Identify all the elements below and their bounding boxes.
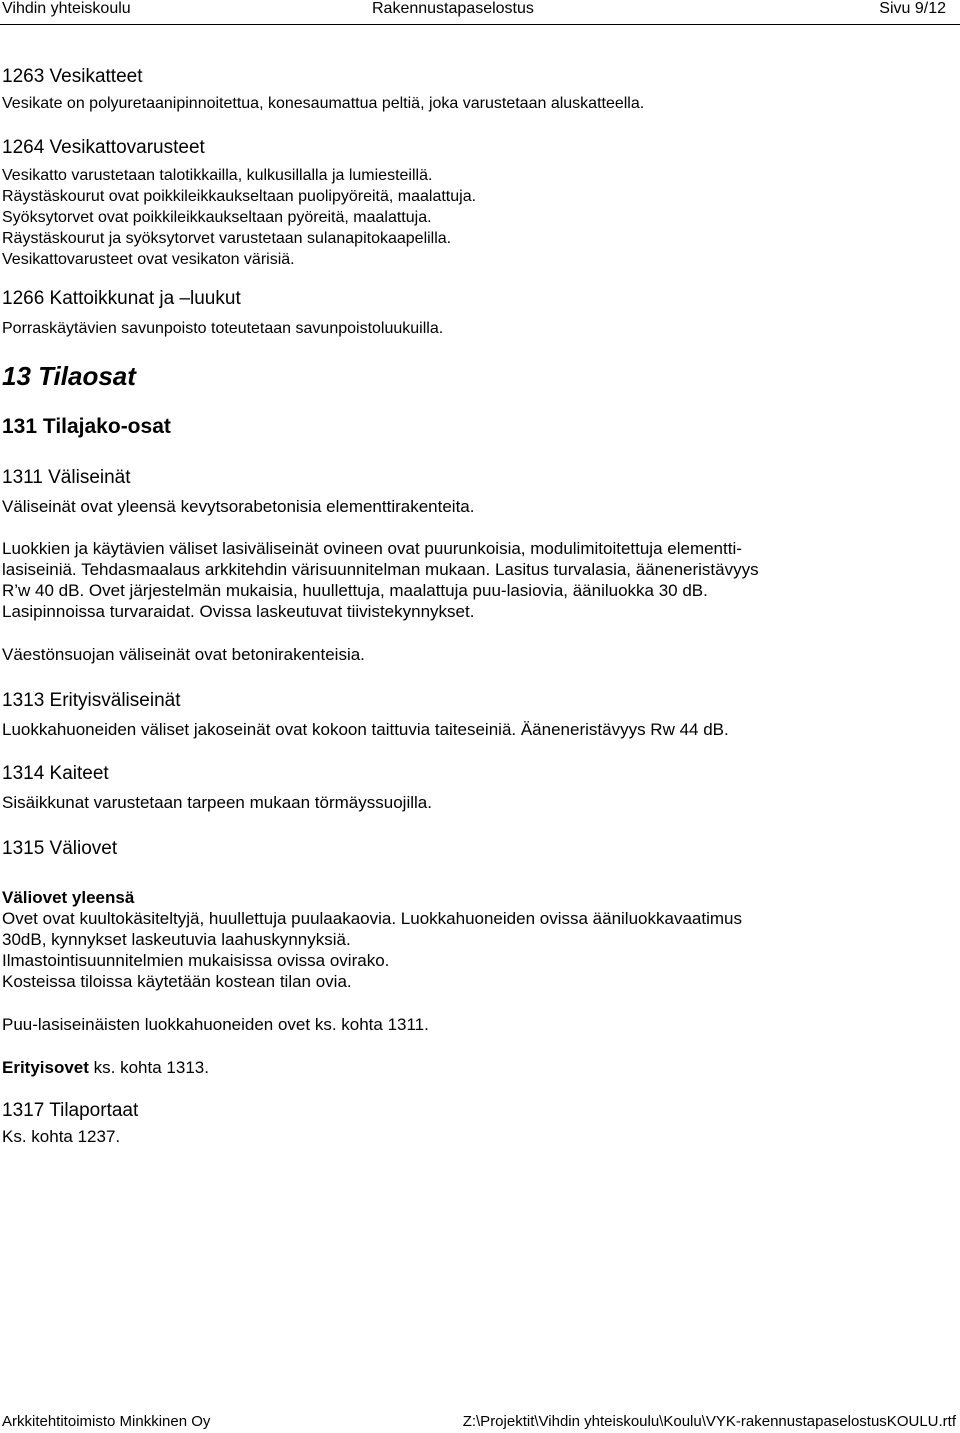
text-line: Syöksytorvet ovat poikkileikkaukseltaan pyöreitä, maalattuja.	[2, 209, 432, 226]
text-line: 30dB, kynnykset laskeutuvia laahuskynnyksiä.	[2, 930, 351, 949]
section-text-1314: Sisäikkunat varustetaan tarpeen mukaan törmäyssuojilla.	[2, 793, 432, 812]
section-text-1315-p2: Puu-lasiseinäisten luokkahuoneiden ovet ks. kohta 1311.	[2, 1015, 429, 1034]
subheading-valiovet-yleensa: Väliovet yleensä	[2, 888, 135, 907]
document-body	[2, 66, 942, 1147]
section-title-1263: 1263 Vesikatteet	[2, 66, 143, 87]
text-line: R’w 40 dB. Ovet järjestelmän mukaisia, huullettuja, maalattuja puu-lasiovia, ääniluokka 30 dB.	[2, 581, 708, 600]
text-line: Vesikatto varustetaan talotikkailla, kulkusillalla ja lumiesteillä.	[2, 167, 433, 184]
text-line: Ilmastointisuunnitelmien mukaisissa ovissa ovirako.	[2, 951, 390, 970]
footer-file-path: Z:\Projektit\Vihdin yhteiskoulu\Koulu\VYK-rakennustapaselostusKOULU.rtf	[462, 1413, 956, 1430]
section-text-1311-p1: Väliseinät ovat yleensä kevytsorabetonisia elementtirakenteita.	[2, 497, 475, 516]
section-title-1315: 1315 Väliovet	[2, 838, 118, 859]
text-line: lasiseiniä. Tehdasmaalaus arkkitehdin värisuunnitelman mukaan. Lasitus turvalasia, ääneneristävyys	[2, 560, 759, 579]
header-page-number: Sivu 9/12	[879, 0, 946, 17]
section-text-1266: Porraskäytävien savunpoisto toteutetaan savunpoistoluukuilla.	[2, 320, 444, 337]
footer-company: Arkkitehtitoimisto Minkkinen Oy	[2, 1413, 211, 1430]
erityisovet-reference: ks. kohta 1313.	[88, 1058, 209, 1077]
text-line: Kosteissa tiloissa käytetään kostean tilan ovia.	[2, 972, 352, 991]
section-title-1313: 1313 Erityisväliseinät	[2, 690, 181, 711]
header-document-title: Rakennustapaselostus	[372, 0, 534, 17]
header-school-name: Vihdin yhteiskoulu	[2, 0, 131, 17]
section-title-1314: 1314 Kaiteet	[2, 763, 109, 784]
section-text-1263: Vesikate on polyuretaanipinnoitettua, konesaumattua peltiä, joka varustetaan aluskatteella.	[2, 95, 645, 112]
page-footer	[0, 1412, 960, 1433]
text-line: Ovet ovat kuultokäsiteltyjä, huullettuja puulaakaovia. Luokkahuoneiden ovissa ääniluokkavaatimus	[2, 909, 742, 928]
section-title-1266: 1266 Kattoikkunat ja –luukut	[2, 288, 241, 309]
section-title-1317: 1317 Tilaportaat	[2, 1100, 139, 1121]
section-text-1264	[2, 165, 942, 270]
text-line: Lasipinnoissa turvaraidat. Ovissa laskeutuvat tiivistekynnykset.	[2, 602, 475, 621]
erityisovet-label: Erityisovet	[2, 1058, 89, 1077]
section-title-1264: 1264 Vesikattovarusteet	[2, 137, 205, 158]
section-title-131: 131 Tilajako-osat	[2, 415, 171, 438]
page-header	[0, 0, 960, 25]
section-title-1311: 1311 Väliseinät	[2, 467, 131, 488]
section-text-1315-p3	[2, 1057, 942, 1078]
section-text-1311-p3: Väestönsuojan väliseinät ovat betonirakenteisia.	[2, 645, 365, 664]
text-line: Vesikattovarusteet ovat vesikaton värisiä.	[2, 251, 295, 268]
section-text-1315	[2, 908, 942, 992]
section-text-1317: Ks. kohta 1237.	[2, 1127, 121, 1146]
section-text-1313: Luokkahuoneiden väliset jakoseinät ovat kokoon taittuvia taiteseiniä. Ääneneristävyys Rw 44 dB.	[2, 720, 729, 739]
section-text-1311-p2	[2, 538, 942, 622]
text-line: Luokkien ja käytävien väliset lasiväliseinät ovineen ovat puurunkoisia, modulimitoitettuja elementti-	[2, 539, 742, 558]
text-line: Räystäskourut ovat poikkileikkaukseltaan puolipyöreitä, maalattuja.	[2, 188, 477, 205]
chapter-title-13: 13 Tilaosat	[2, 361, 136, 391]
text-line: Räystäskourut ja syöksytorvet varustetaan sulanapitokaapelilla.	[2, 230, 452, 247]
